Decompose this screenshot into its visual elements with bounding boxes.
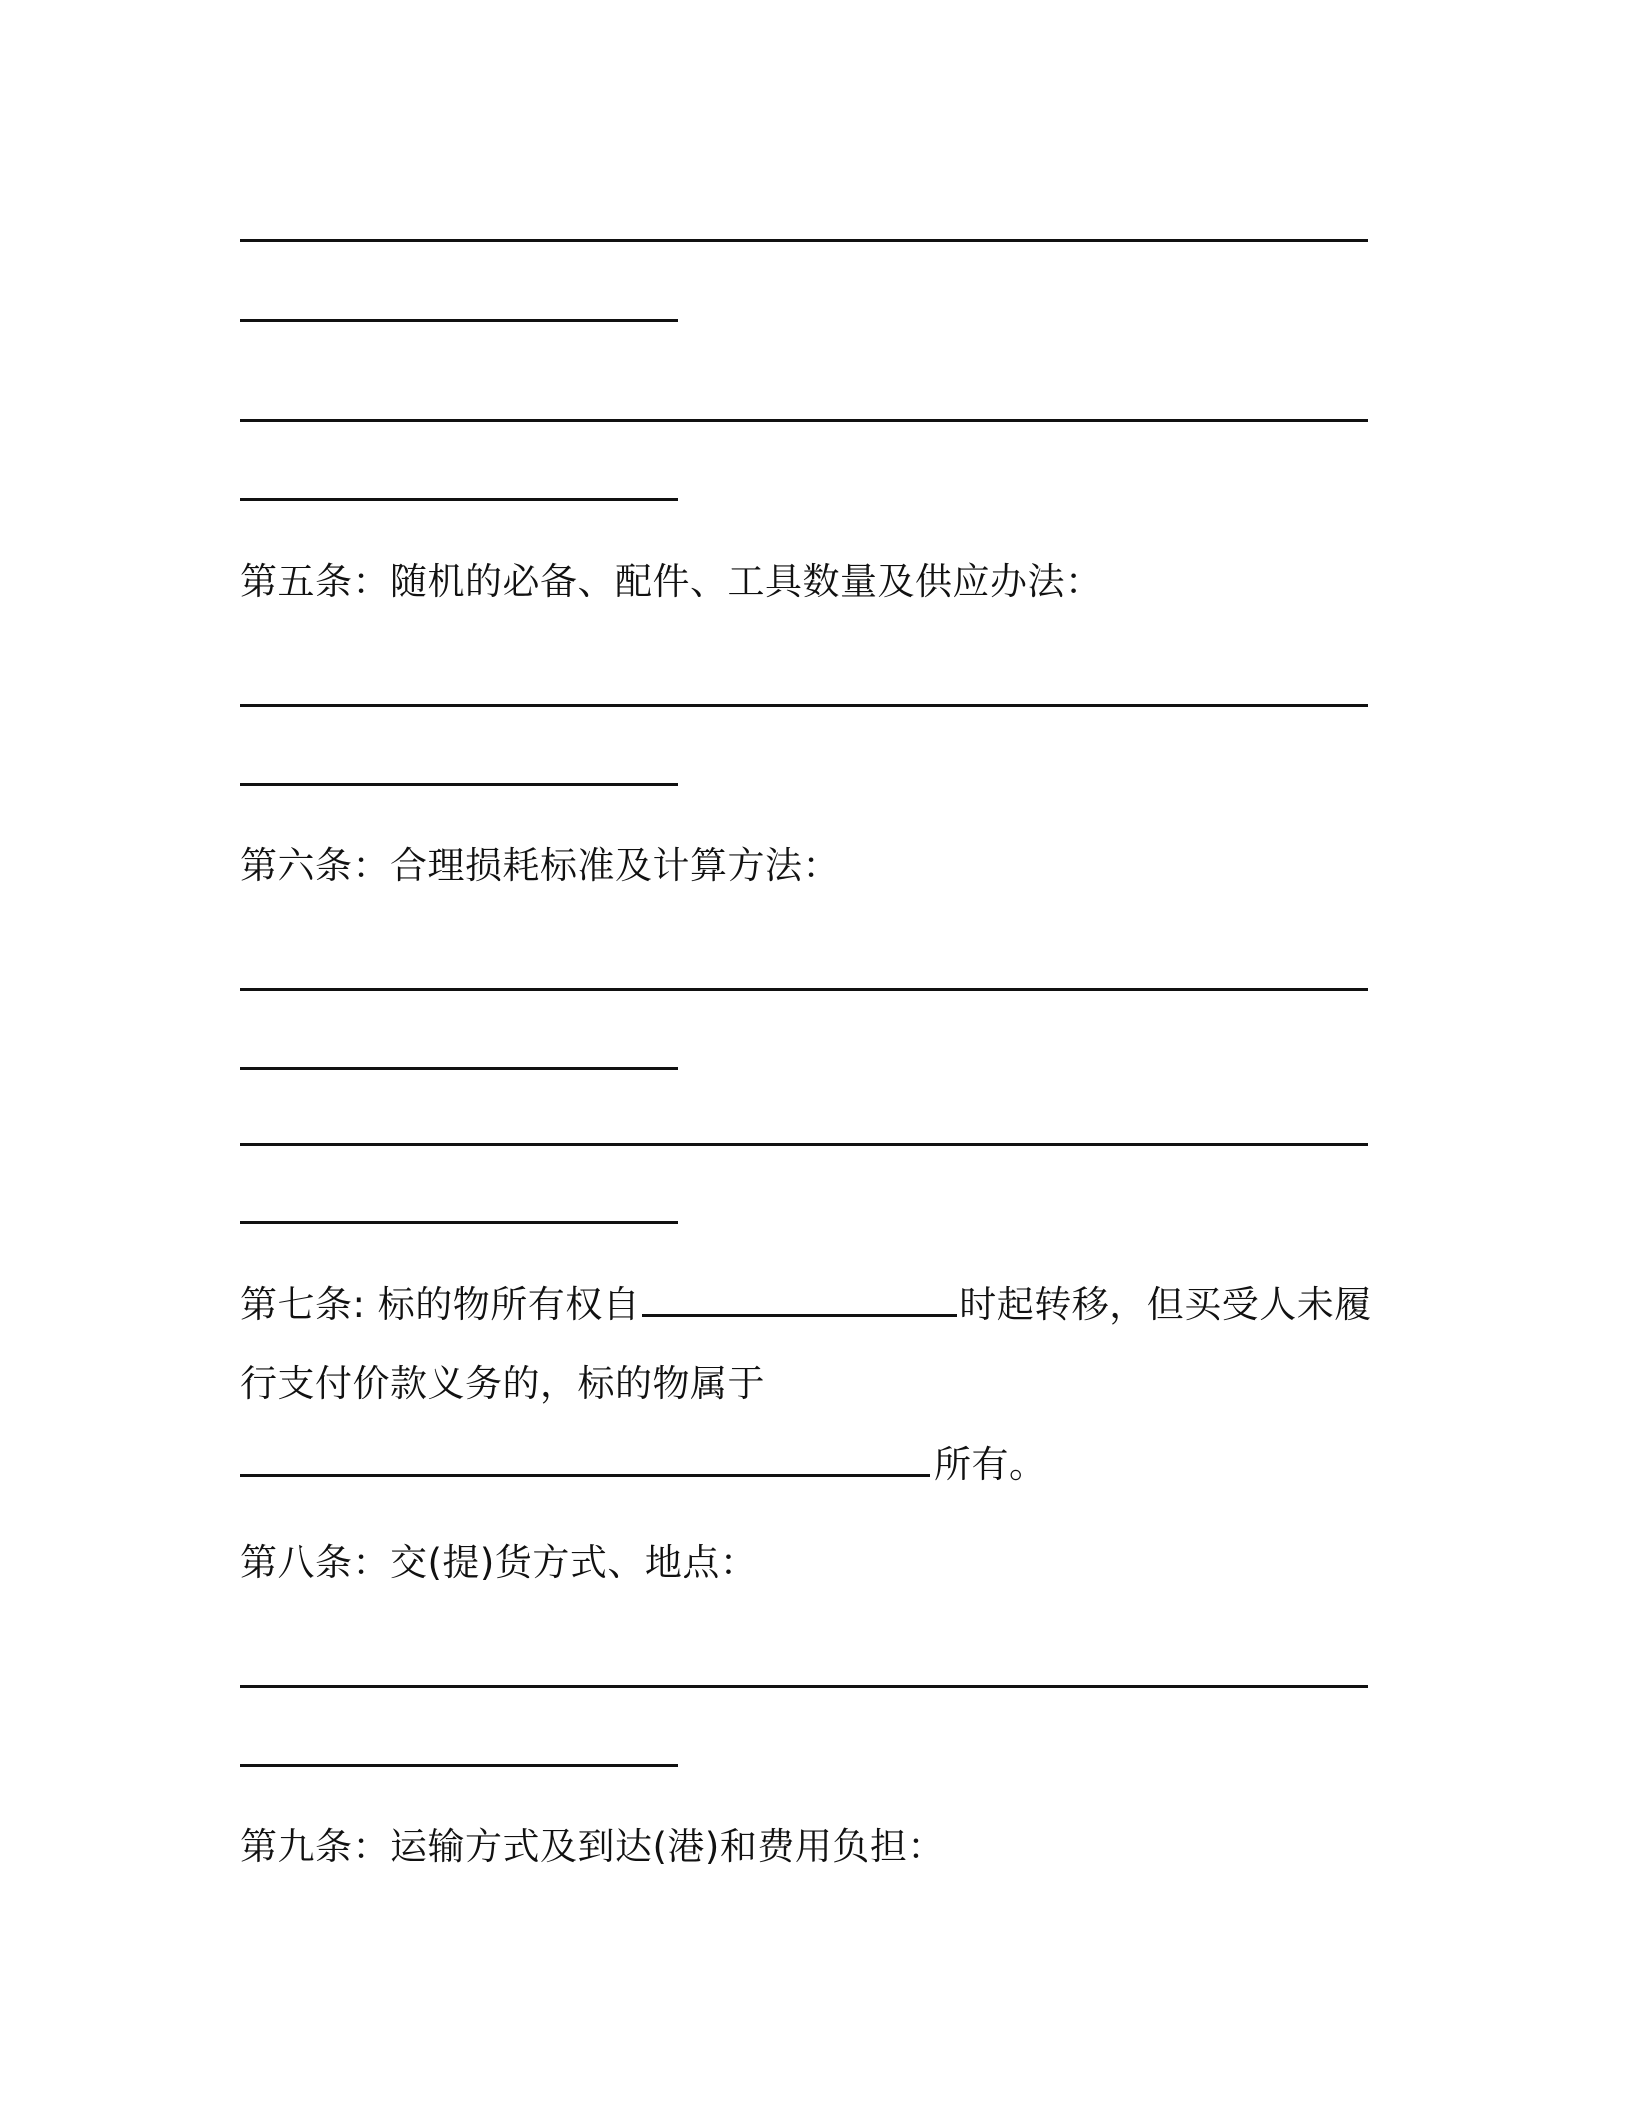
- fill-line: [240, 498, 678, 501]
- fill-line: [240, 419, 1368, 422]
- article-6-heading: 第六条：合理损耗标准及计算方法：: [240, 844, 840, 887]
- fill-line: [240, 988, 1368, 991]
- article-7-line-3: [240, 1442, 1047, 1488]
- article-8-heading: 第八条：交(提)货方式、地点：: [240, 1541, 758, 1584]
- fill-line: [240, 319, 678, 322]
- article-7-text-1: 第七条: 标的物所有权自: [240, 1283, 641, 1326]
- article-7-text-4: 所有。: [934, 1443, 1047, 1486]
- article-7-blank-time: [642, 1314, 957, 1317]
- article-7-line-1: [240, 1282, 1372, 1328]
- fill-line: [240, 1764, 678, 1767]
- article-7-blank-owner: [240, 1474, 930, 1477]
- article-9-heading: 第九条：运输方式及到达(港)和费用负担：: [240, 1825, 945, 1868]
- article-7-text-3: 行支付价款义务的，标的物属于: [240, 1362, 765, 1405]
- fill-line: [240, 1685, 1368, 1688]
- fill-line: [240, 1143, 1368, 1146]
- fill-line: [240, 239, 1368, 242]
- article-7-text-2: 时起转移，但买受人未履: [959, 1283, 1372, 1326]
- fill-line: [240, 783, 678, 786]
- fill-line: [240, 1221, 678, 1224]
- article-5-heading: 第五条：随机的必备、配件、工具数量及供应办法：: [240, 560, 1103, 603]
- fill-line: [240, 704, 1368, 707]
- fill-line: [240, 1067, 678, 1070]
